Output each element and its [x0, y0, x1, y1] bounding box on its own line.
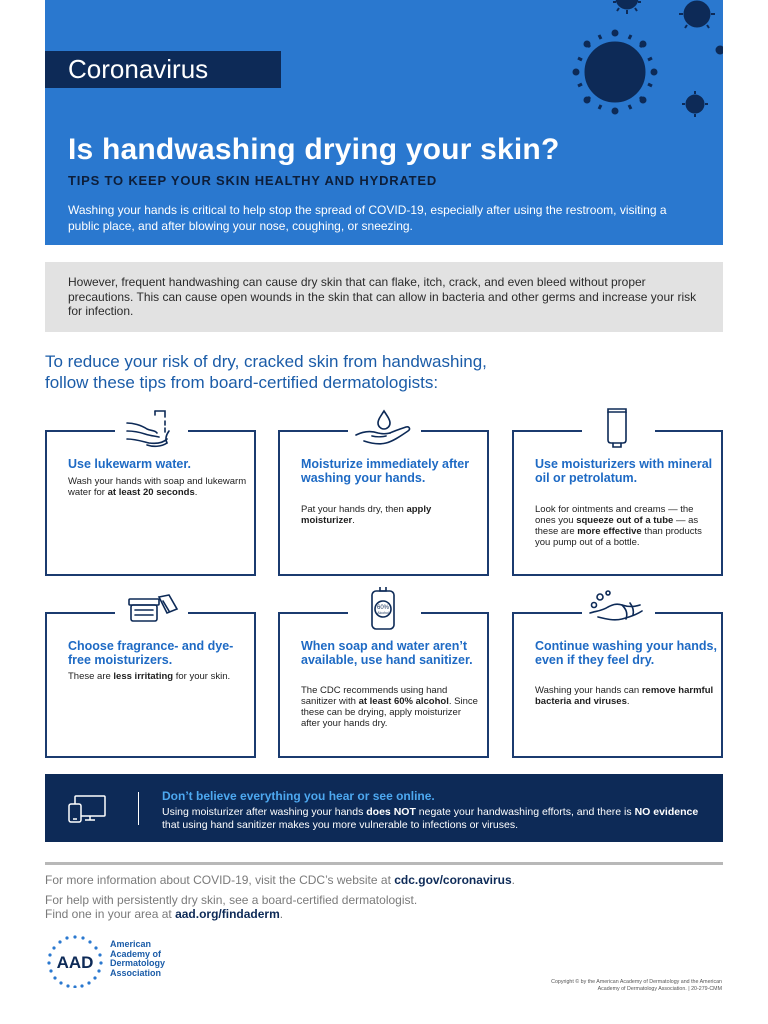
- svg-text:Alcohol: Alcohol: [377, 611, 389, 615]
- page-title: Is handwashing drying your skin?: [68, 133, 560, 166]
- tip-title: Use lukewarm water.: [68, 457, 191, 471]
- misinformation-banner: [45, 774, 723, 842]
- card-top-border: [47, 430, 115, 432]
- tip-title: Moisturize immediately after washing your hands.: [301, 457, 470, 485]
- card-top-border: [188, 612, 256, 614]
- tip-title: Choose fragrance- and dye-free moisturizers.: [68, 639, 234, 667]
- tip-body: The CDC recommends using hand sanitizer with at least 60% alcohol. Since these can be drying, apply moisturizer after your hands dry.: [301, 685, 478, 729]
- tips-intro-line2: follow these tips from board-certified dermatologists:: [45, 373, 439, 392]
- handwash-icon: [113, 405, 188, 455]
- hero-body-text: Washing your hands is critical to help stop the spread of COVID-19, especially after using the restroom, visiting a public place, and after blowing your nose, coughing, or sneezing.: [68, 203, 667, 233]
- tips-intro: [45, 351, 723, 393]
- tip-title: Use moisturizers with mineral oil or petrolatum.: [535, 457, 713, 485]
- tip-card-moisturize-immediately: [278, 430, 489, 576]
- banner-body: Using moisturizer after washing your hands does NOT negate your handwashing efforts, and there is NO evidence that using hand sanitizer makes you more vulnerable to infections or viruses.: [162, 806, 699, 831]
- tip-title: Continue washing your hands, even if they feel dry.: [535, 639, 717, 667]
- page-subtitle: TIPS TO KEEP YOUR SKIN HEALTHY AND HYDRATED: [68, 173, 438, 188]
- tip-body: Look for ointments and creams — the ones you squeeze out of a tube — as these are more effective than products you pump out of a bottle.: [535, 504, 702, 548]
- svg-text:60%: 60%: [376, 605, 390, 611]
- card-top-border: [655, 612, 723, 614]
- hero-banner: [45, 0, 723, 245]
- devices-icon: [67, 794, 111, 824]
- topic-label: Coronavirus: [45, 51, 281, 88]
- card-top-border: [514, 612, 582, 614]
- tip-body: These are less irritating for your skin.: [68, 671, 231, 682]
- card-top-border: [280, 612, 348, 614]
- tip-card-fragrance-free: [45, 612, 256, 758]
- cdc-link[interactable]: cdc.gov/coronavirus: [394, 873, 512, 887]
- derm-info-line: For help with persistently dry skin, see a board-certified dermatologist.: [45, 893, 418, 907]
- footer-divider: [45, 862, 723, 865]
- tip-card-lukewarm-water: [45, 430, 256, 576]
- tips-intro-line1: To reduce your risk of dry, cracked skin from handwashing,: [45, 352, 487, 371]
- derm-find-line: Find one in your area at aad.org/findaderm.: [45, 907, 284, 921]
- tip-body: Wash your hands with soap and lukewarm water for at least 20 seconds.: [68, 476, 247, 498]
- tip-body: Washing your hands can remove harmful bacteria and viruses.: [535, 685, 714, 707]
- tube-icon: [580, 405, 655, 455]
- card-top-border: [280, 430, 348, 432]
- virus-cluster-icon: [515, 0, 723, 120]
- tip-card-continue-washing: [512, 612, 723, 758]
- jar-icon: [113, 587, 188, 637]
- lotion-drop-hand-icon: [346, 405, 421, 455]
- copyright-notice: Copyright © by the American Academy of Dermatology and the American Academy of Dermatology Association. | 20-279-CMM: [551, 979, 722, 992]
- card-top-border: [514, 430, 582, 432]
- tip-card-mineral-oil: [512, 430, 723, 576]
- card-top-border: [47, 612, 115, 614]
- findaderm-link[interactable]: aad.org/findaderm: [175, 907, 280, 921]
- aad-organization-name: American Academy of Dermatology Association: [110, 939, 166, 978]
- tip-title: When soap and water aren’t available, use hand sanitizer.: [301, 639, 473, 667]
- card-top-border: [655, 430, 723, 432]
- banner-divider: [138, 792, 139, 825]
- svg-text:AAD: AAD: [56, 953, 94, 972]
- card-top-border: [421, 430, 489, 432]
- card-top-border: [421, 612, 489, 614]
- cdc-info-line: For more information about COVID-19, visit the CDC’s website at cdc.gov/coronavirus.: [45, 873, 515, 887]
- sanitizer-bottle-icon: [346, 587, 421, 637]
- warning-box: [45, 262, 723, 332]
- aad-logo: [44, 934, 106, 988]
- banner-heading: Don’t believe everything you hear or see online.: [162, 789, 435, 803]
- tip-card-hand-sanitizer: [278, 605, 489, 758]
- card-top-border: [188, 430, 256, 432]
- warning-text: However, frequent handwashing can cause dry skin that can flake, itch, crack, and even bleed without proper precautions. This can cause open wounds in the skin that can allow in bacteria and other germs and increase your risk for infection.: [68, 275, 697, 318]
- soapy-hands-icon: [580, 587, 655, 637]
- tip-body: Pat your hands dry, then apply moisturizer.: [301, 504, 432, 526]
